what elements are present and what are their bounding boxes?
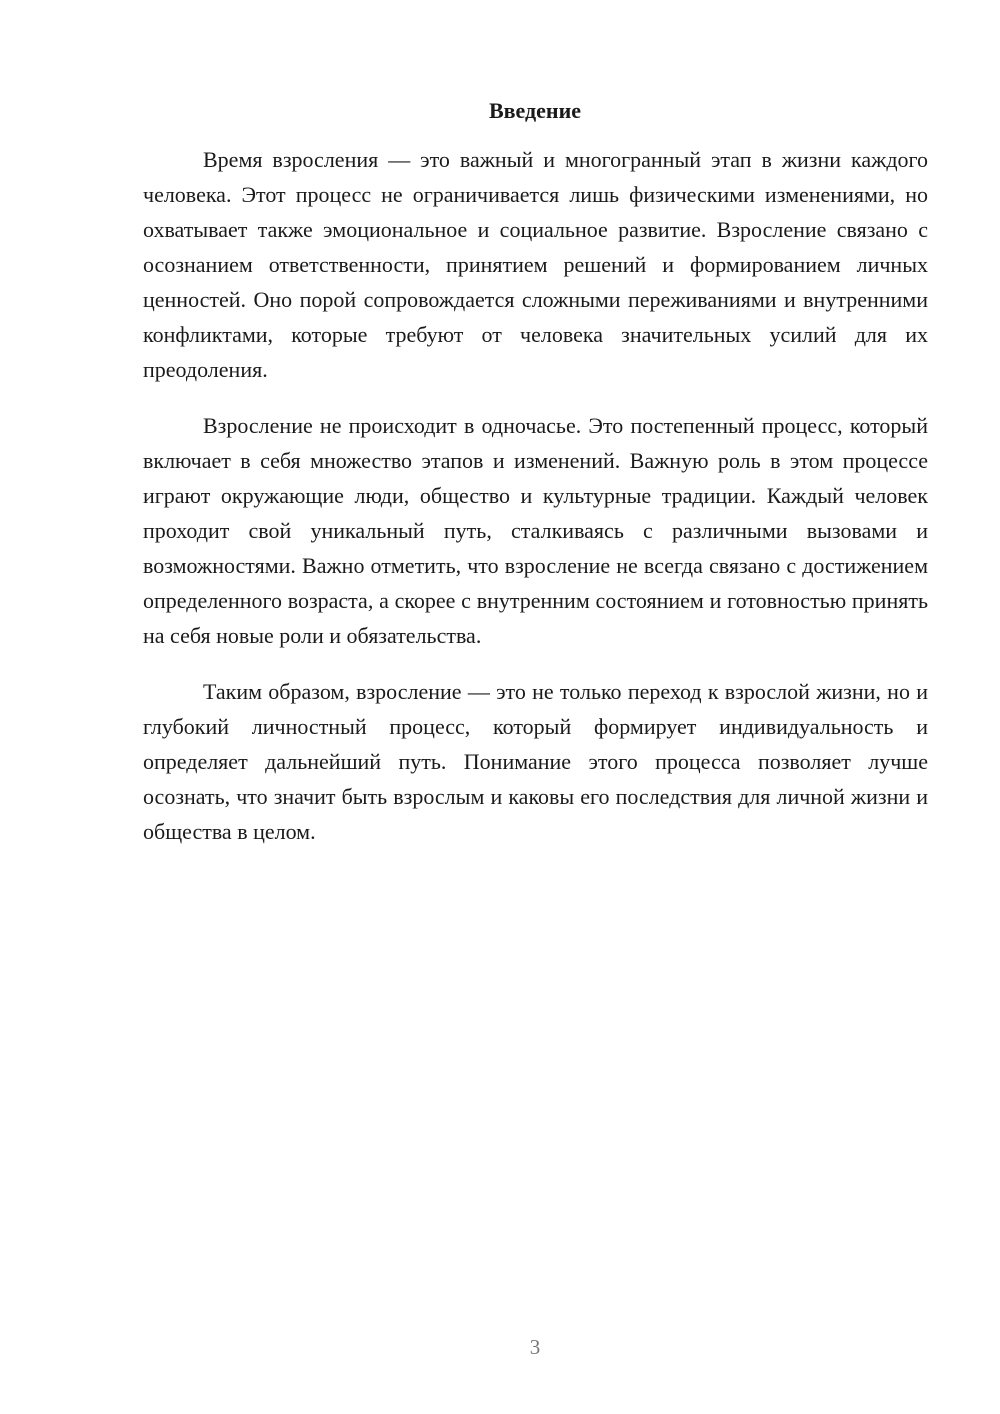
page-number: 3 [529,1335,541,1359]
paragraph-2: Взросление не происходит в одночасье. Это постепенный процесс, который включает в себя множество этапов и изменений. Важную роль в этом процессе играют окружающие люди, общество и культурные традиции. Каждый человек проходит свой уникальный путь, сталкиваясь с различными вызовами и возможностями. Важно отметить, что взросление не всегда связано с достижением определенного возраста, а скорее с внутренним состоянием и готовностью принять на себя новые роли и обязательства. [143,413,928,648]
section-title: Введение [488,98,582,123]
body-text [143,142,928,870]
paragraph-1: Время взросления — это важный и многогранный этап в жизни каждого человека. Этот процесс не ограничивается лишь физическими изменениями, но охватывает также эмоциональное и социальное развитие. Взросление связано с осознанием ответственности, принятием решений и формированием личных ценностей. Оно порой сопровождается сложными переживаниями и внутренними конфликтами, которые требуют от человека значительных усилий для их преодоления. [143,147,928,382]
paragraph-3: Таким образом, взросление — это не только переход к взрослой жизни, но и глубокий личностный процесс, который формирует индивидуальность и определяет дальнейший путь. Понимание этого процесса позволяет лучше осознать, что значит быть взрослым и каковы его последствия для личной жизни и общества в целом. [143,679,928,844]
